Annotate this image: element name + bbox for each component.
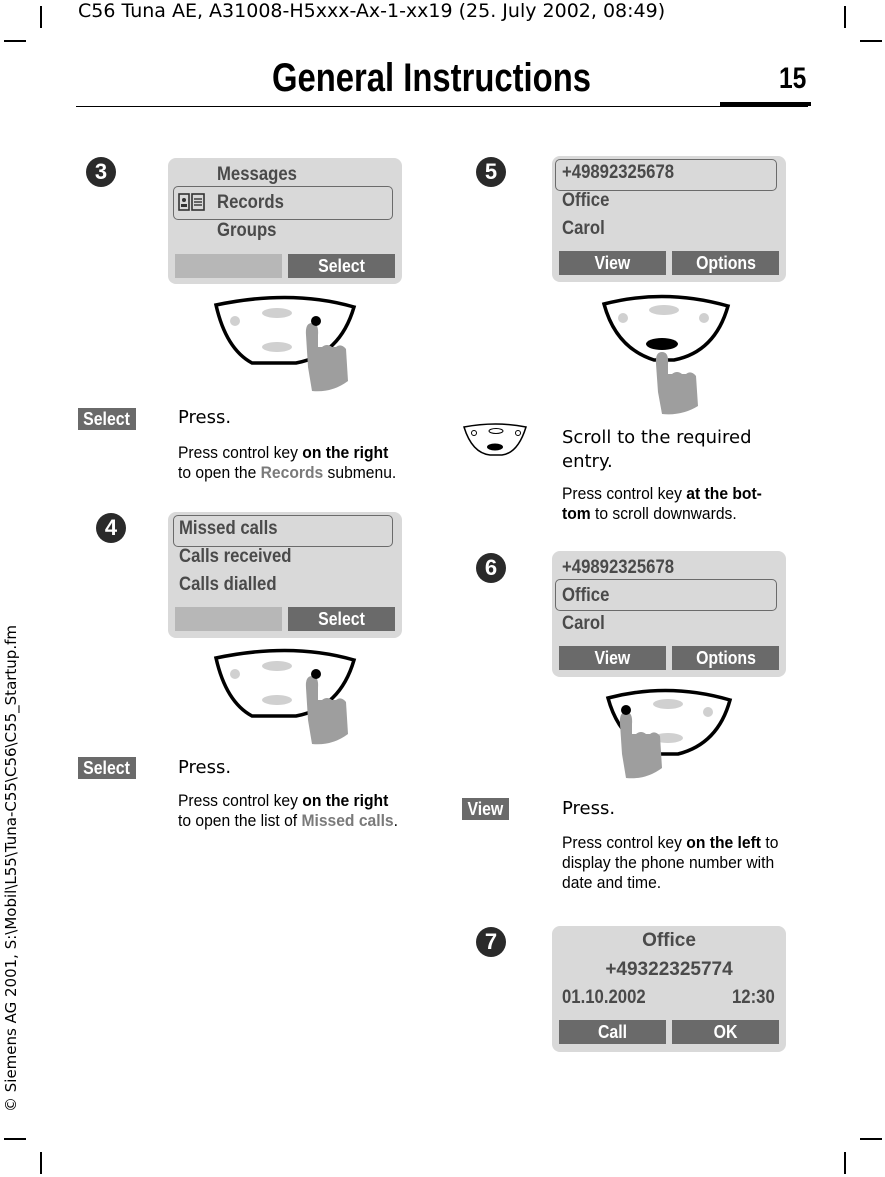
instruction-press: Press. bbox=[562, 798, 616, 819]
control-key-right-icon bbox=[212, 295, 372, 400]
softkey-call: Call bbox=[559, 1020, 666, 1044]
crop-mark bbox=[4, 1138, 26, 1140]
page-number: 15 bbox=[779, 62, 807, 95]
softkey-label-view: View bbox=[462, 798, 509, 820]
step-marker: 6 bbox=[476, 553, 506, 583]
contact-name: Office bbox=[642, 930, 696, 951]
phone-screen-step5 bbox=[552, 156, 786, 282]
contact-number: +49892325678 bbox=[562, 557, 675, 578]
phone-screen-step3 bbox=[168, 158, 402, 284]
softkey-left bbox=[175, 254, 282, 278]
call-time: 12:30 bbox=[732, 987, 775, 1008]
phonebook-icon bbox=[178, 192, 208, 218]
step-marker: 3 bbox=[86, 157, 116, 187]
menu-item: Messages bbox=[217, 164, 297, 185]
page-number-rule bbox=[720, 102, 811, 106]
crop-mark bbox=[860, 1138, 882, 1140]
softkey-select: Select bbox=[288, 607, 395, 631]
step-marker: 4 bbox=[96, 513, 126, 543]
call-date: 01.10.2002 bbox=[562, 987, 646, 1008]
document-meta: C56 Tuna AE, A31008-H5xxx-Ax-1-xx19 (25. July 2002, 08:49) bbox=[78, 0, 666, 22]
menu-item: Groups bbox=[217, 220, 277, 241]
menu-item: Calls dialled bbox=[179, 574, 277, 595]
header-rule bbox=[76, 106, 808, 107]
softkey-label-select: Select bbox=[78, 408, 136, 430]
control-key-right-icon bbox=[212, 648, 372, 753]
menu-item-selected: Missed calls bbox=[179, 518, 278, 539]
instruction-description: Press control key on the right to open the list of Missed calls. bbox=[178, 791, 398, 830]
step-marker: 5 bbox=[476, 157, 506, 187]
instruction-description: Press control key on the left to display the phone number with date and time. bbox=[562, 833, 779, 892]
softkey-options: Options bbox=[672, 251, 779, 275]
softkey-options: Options bbox=[672, 646, 779, 670]
contact-entry: Office bbox=[562, 190, 610, 211]
side-copyright: © Siemens AG 2001, S:\Mobil\L55\Tuna-C55\C56\C55_Startup.fm bbox=[2, 625, 20, 1112]
instruction-scroll: Scroll to the required entry. bbox=[562, 427, 752, 472]
crop-mark bbox=[40, 6, 42, 28]
page-title: General Instructions bbox=[272, 56, 591, 100]
crop-mark bbox=[844, 1152, 846, 1174]
instruction-description: Press control key on the right to open the Records submenu. bbox=[178, 443, 397, 482]
control-key-down-icon bbox=[462, 423, 530, 464]
softkey-left bbox=[175, 607, 282, 631]
instruction-press: Press. bbox=[178, 407, 232, 428]
crop-mark bbox=[4, 40, 26, 42]
softkey-label-select: Select bbox=[78, 757, 136, 779]
softkey-select: Select bbox=[288, 254, 395, 278]
crop-mark bbox=[860, 40, 882, 42]
control-key-bottom-icon bbox=[600, 294, 740, 421]
instruction-press: Press. bbox=[178, 757, 232, 778]
contact-number: +49892325678 bbox=[562, 162, 675, 183]
contact-entry-selected: Office bbox=[562, 585, 610, 606]
crop-mark bbox=[844, 6, 846, 28]
control-key-left-icon bbox=[604, 688, 744, 793]
contact-entry: Carol bbox=[562, 613, 605, 634]
contact-entry: Carol bbox=[562, 218, 605, 239]
phone-screen-step4 bbox=[168, 512, 402, 638]
phone-screen-step7 bbox=[552, 926, 786, 1052]
softkey-view: View bbox=[559, 646, 666, 670]
softkey-view: View bbox=[559, 251, 666, 275]
softkey-ok: OK bbox=[672, 1020, 779, 1044]
instruction-description: Press control key at the bot- tom to scroll downwards. bbox=[562, 484, 762, 523]
menu-item-selected: Records bbox=[217, 192, 284, 213]
crop-mark bbox=[40, 1152, 42, 1174]
contact-number: +49322325774 bbox=[605, 959, 733, 980]
phone-screen-step6 bbox=[552, 551, 786, 677]
menu-item: Calls received bbox=[179, 546, 292, 567]
step-marker: 7 bbox=[476, 927, 506, 957]
